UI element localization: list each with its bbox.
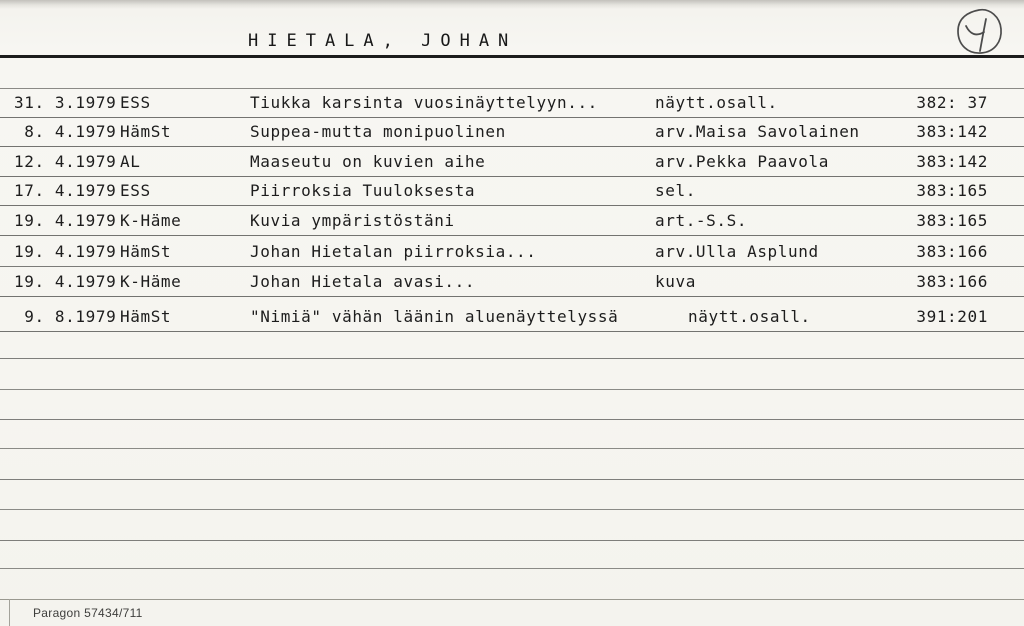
entry-credit: arv.Pekka Paavola [655, 152, 829, 171]
entry-date: 12. 4.1979 [14, 152, 117, 171]
entry-date: 9. 8.1979 [14, 307, 117, 326]
ruled-line [0, 568, 1024, 569]
entry-credit: näytt.osall. [688, 307, 811, 326]
entry-credit: art.-S.S. [655, 211, 748, 230]
entry-title: Suppea-mutta monipuolinen [250, 122, 506, 141]
entry-ref: 383:166 [916, 272, 988, 291]
entry-ref: 383:142 [916, 122, 988, 141]
entry-credit: arv.Ulla Asplund [655, 242, 819, 261]
entry-ref: 382: 37 [916, 93, 988, 112]
ruled-line [0, 540, 1024, 541]
entry-date: 19. 4.1979 [14, 211, 117, 230]
entry-credit: näytt.osall. [655, 93, 778, 112]
entry-ref: 383:142 [916, 152, 988, 171]
entry-credit: sel. [655, 181, 696, 200]
entry-ref: 391:201 [916, 307, 988, 326]
card-edge-tick [9, 599, 10, 626]
ruled-line [0, 389, 1024, 390]
ruled-line [0, 479, 1024, 480]
entry-date: 31. 3.1979 [14, 93, 117, 112]
entry-row [0, 238, 1024, 267]
card-bottom-edge [0, 599, 1024, 600]
entry-row [0, 207, 1024, 236]
entry-ref: 383:165 [916, 181, 988, 200]
entry-title: Maaseutu on kuvien aihe [250, 152, 486, 171]
entry-date: 19. 4.1979 [14, 242, 117, 261]
entry-row [0, 268, 1024, 297]
entry-source: AL [120, 152, 141, 171]
entry-source: HämSt [120, 122, 172, 141]
entry-date: 17. 4.1979 [14, 181, 117, 200]
handwritten-circle-mark [953, 6, 1007, 60]
entry-row [0, 148, 1024, 177]
entry-row [0, 303, 1024, 332]
entry-source: HämSt [120, 307, 172, 326]
entry-date: 8. 4.1979 [14, 122, 117, 141]
entry-title: Tiukka karsinta vuosinäyttelyyn... [250, 93, 598, 112]
ruled-line [0, 509, 1024, 510]
entry-ref: 383:166 [916, 242, 988, 261]
entry-source: HämSt [120, 242, 172, 261]
entry-title: Johan Hietalan piirroksia... [250, 242, 537, 261]
entry-source: K-Häme [120, 272, 182, 291]
entry-ref: 383:165 [916, 211, 988, 230]
card-stock-label: Paragon 57434/711 [33, 606, 143, 620]
entry-row [0, 118, 1024, 147]
entry-source: K-Häme [120, 211, 182, 230]
card-title: HIETALA, JOHAN [248, 31, 518, 51]
header-rule-thick [0, 55, 1024, 58]
entry-title: Piirroksia Tuuloksesta [250, 181, 476, 200]
entry-title: Kuvia ympäristöstäni [250, 211, 455, 230]
entry-credit: arv.Maisa Savolainen [655, 122, 860, 141]
ruled-line [0, 358, 1024, 359]
scan-edge-artifact [0, 0, 1024, 9]
entry-credit: kuva [655, 272, 696, 291]
ruled-line [0, 419, 1024, 420]
entry-row [0, 177, 1024, 206]
ruled-line [0, 448, 1024, 449]
entry-source: ESS [120, 181, 151, 200]
entry-row [0, 89, 1024, 118]
entry-source: ESS [120, 93, 151, 112]
entry-date: 19. 4.1979 [14, 272, 117, 291]
entry-title: Johan Hietala avasi... [250, 272, 476, 291]
entry-title: "Nimiä" vähän läänin aluenäyttelyssä [250, 307, 619, 326]
